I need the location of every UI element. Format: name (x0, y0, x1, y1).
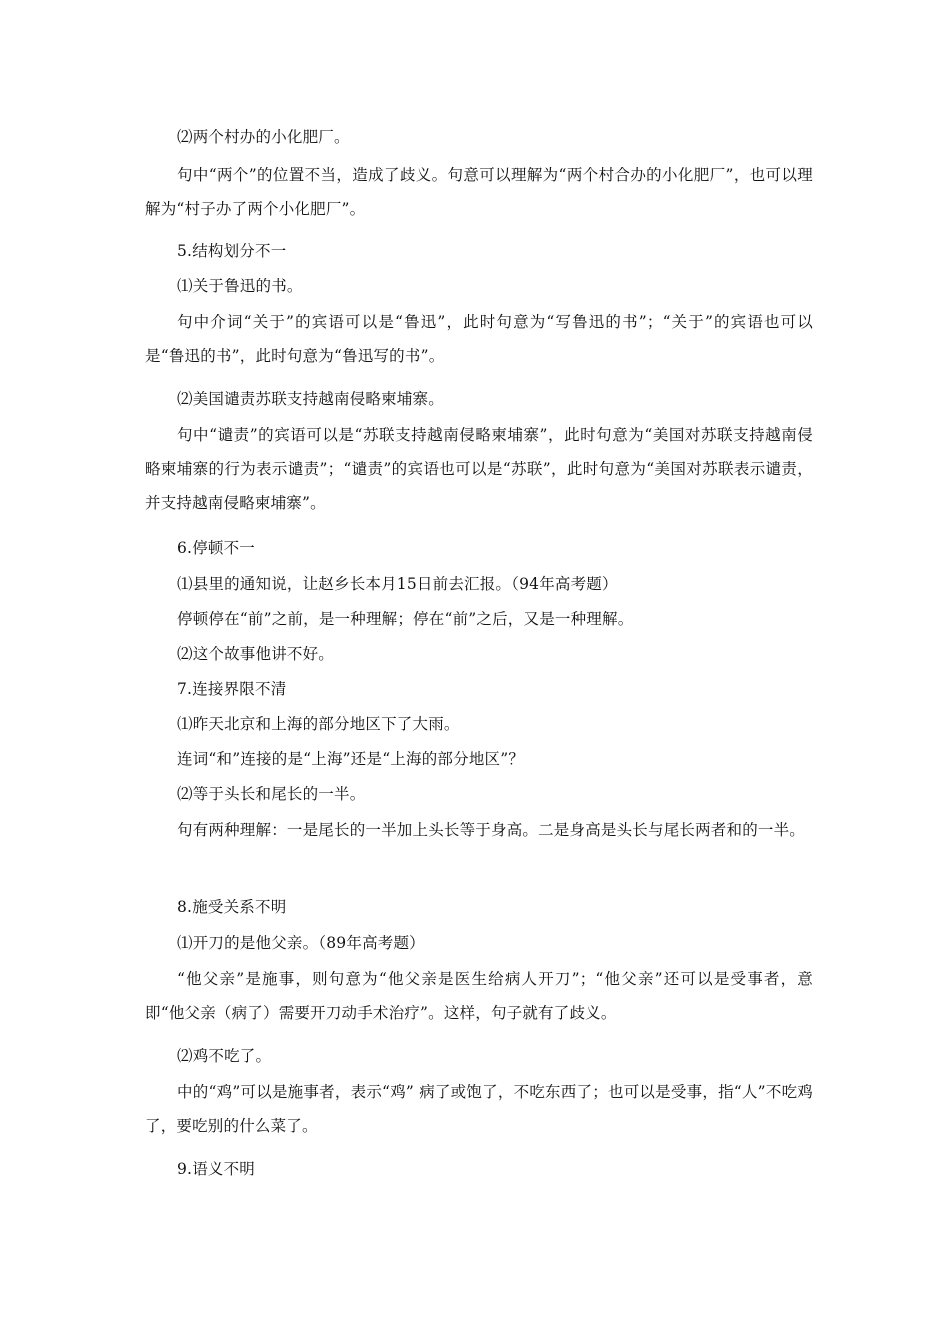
explanation-paragraph: 句有两种理解：一是尾长的一半加上头长等于身高。二是身高是头长与尾长两者和的一半。 (177, 821, 806, 839)
explanation-paragraph: 句中“谴责”的宾语可以是“苏联支持越南侵略柬埔寨”，此时句意为“美国对苏联支持越南侵略柬埔寨的行为表示谴责”；“谴责”的宾语也可以是“苏联”，此时句意为“美国对苏联表示谴责，并支持越南侵略柬埔寨”。 (145, 426, 813, 512)
example-sentence: ⑵等于头长和尾长的一半。 (177, 785, 366, 803)
explanation-paragraph: 中的“鸡”可以是施事者，表示“鸡” 病了或饱了，不吃东西了；也可以是受事，指“人”不吃鸡了，要吃别的什么菜了。 (145, 1083, 813, 1135)
section-heading: 6.停顿不一 (177, 539, 255, 557)
example-sentence: ⑴昨天北京和上海的部分地区下了大雨。 (177, 715, 460, 733)
example-sentence: ⑵美国谴责苏联支持越南侵略柬埔寨。 (177, 390, 444, 408)
explanation-paragraph: 句中“两个”的位置不当，造成了歧义。句意可以理解为“两个村合办的小化肥厂”，也可以理解为“村子办了两个小化肥厂”。 (145, 166, 813, 218)
explanation-paragraph: 连词“和”连接的是“上海”还是“上海的部分地区”？ (177, 750, 525, 768)
section-heading: 5.结构划分不一 (177, 242, 287, 260)
example-sentence: ⑴县里的通知说，让赵乡长本月15日前去汇报。（94年高考题） (177, 575, 618, 593)
explanation-paragraph: 停顿停在“前”之前，是一种理解；停在“前”之后，又是一种理解。 (177, 610, 634, 628)
section-heading: 9.语义不明 (177, 1160, 255, 1178)
example-sentence: ⑵这个故事他讲不好。 (177, 645, 335, 663)
example-sentence: ⑴开刀的是他父亲。（89年高考题） (177, 934, 425, 952)
example-sentence: ⑵两个村办的小化肥厂。 (177, 128, 350, 146)
example-sentence: ⑵鸡不吃了。 (177, 1047, 272, 1065)
section-heading: 7.连接界限不清 (177, 680, 287, 698)
section-heading: 8.施受关系不明 (177, 898, 287, 916)
explanation-paragraph: “他父亲”是施事，则句意为“他父亲是医生给病人开刀”；“他父亲”还可以是受事者，意即“他父亲（病了）需要开刀动手术治疗”。这样，句子就有了歧义。 (145, 970, 813, 1022)
example-sentence: ⑴关于鲁迅的书。 (177, 277, 303, 295)
explanation-paragraph: 句中介词“关于”的宾语可以是“鲁迅”，此时句意为“写鲁迅的书”；“关于”的宾语也可以是“鲁迅的书”，此时句意为“鲁迅写的书”。 (145, 313, 813, 365)
